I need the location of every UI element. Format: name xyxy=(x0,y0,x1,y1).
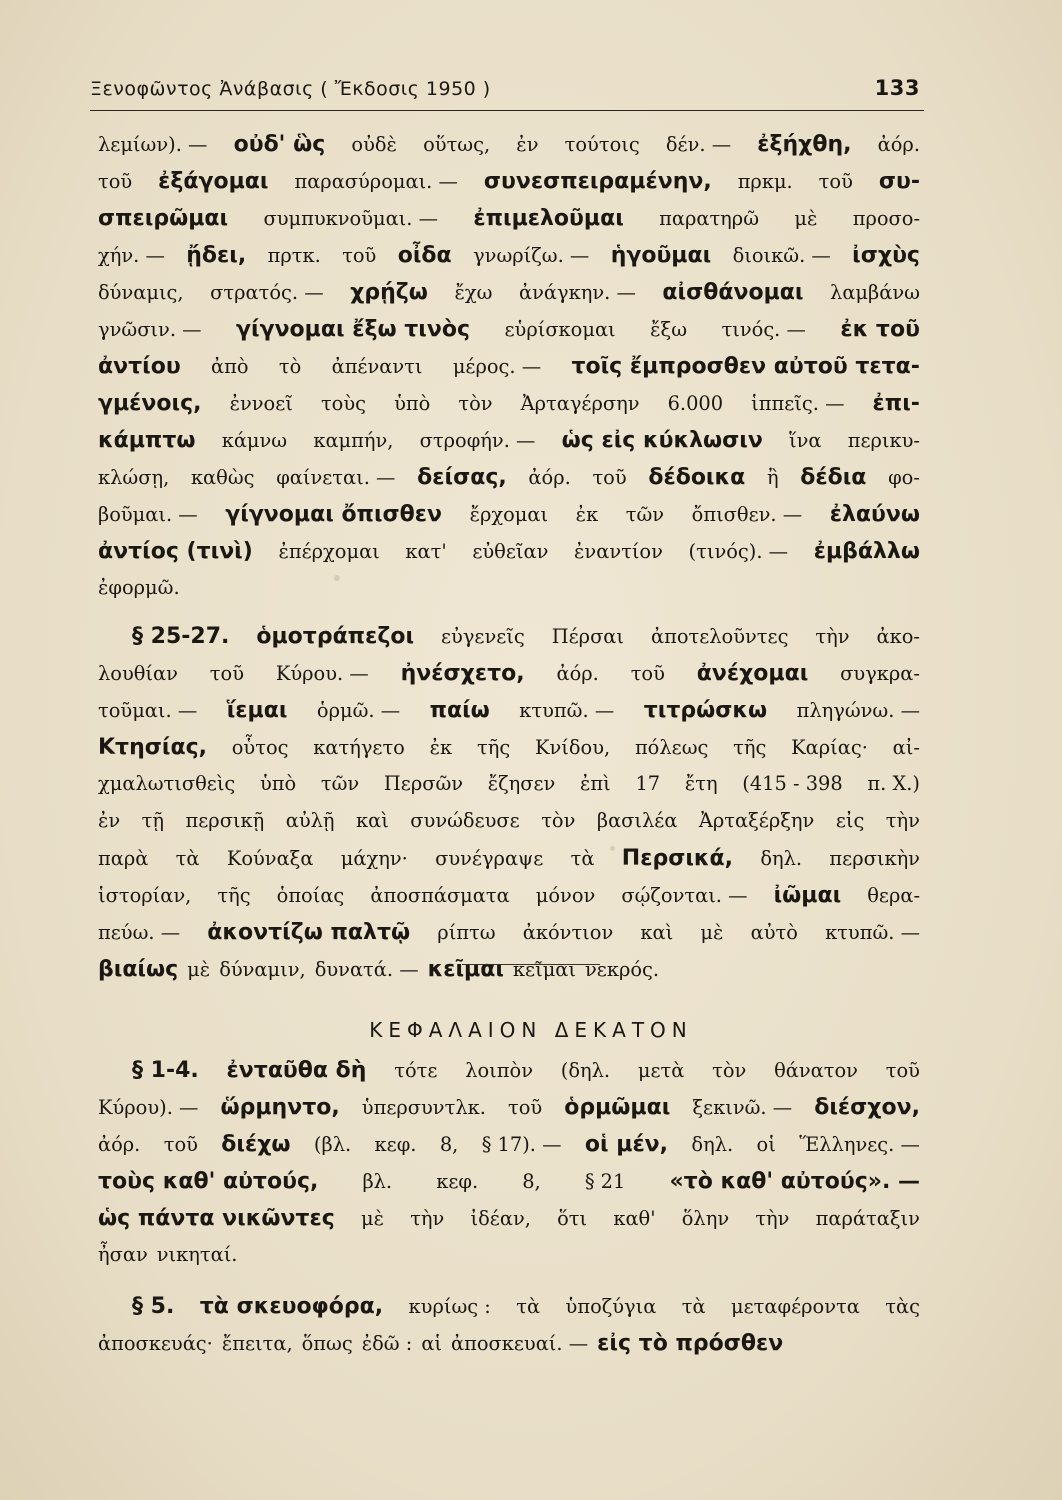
word: περσικῇ xyxy=(185,809,265,832)
word: τὰς xyxy=(885,1295,920,1318)
word: ἦσαν xyxy=(98,1243,148,1266)
word: καὶ xyxy=(356,809,389,832)
word: τῇ xyxy=(141,809,165,832)
word: παρατηρῶ xyxy=(659,207,760,230)
headword: ἐπι- xyxy=(872,391,920,416)
word: νικηταί. xyxy=(156,1243,238,1266)
word: ἰδέαν, xyxy=(470,1207,531,1230)
headword: ἵεμαι xyxy=(226,698,288,723)
word: συνέγραψε xyxy=(435,847,544,870)
word: ἀόρ. xyxy=(556,662,599,685)
word: ἐδῶ : xyxy=(361,1332,413,1355)
word: μὲ xyxy=(700,921,724,944)
text-line xyxy=(98,661,920,697)
text-line xyxy=(98,1294,920,1330)
word: τῶν xyxy=(625,503,665,526)
word: κατήγετο xyxy=(313,736,405,759)
word: ἐν xyxy=(98,809,121,832)
text-line xyxy=(98,1132,920,1168)
word: τὸν xyxy=(541,809,576,832)
headword: τιτρώσκω xyxy=(643,698,768,723)
word: τούτοις xyxy=(564,133,640,156)
word: οὕτως, xyxy=(423,133,491,156)
word: πρτκ. xyxy=(267,244,321,267)
word: κάμνω xyxy=(221,429,288,452)
word: καθ' xyxy=(613,1207,656,1230)
word: σῴζονται. — xyxy=(621,884,748,907)
word: τοῦ xyxy=(885,1059,920,1082)
word: εἰς xyxy=(835,809,865,832)
word: § 21 xyxy=(584,1170,626,1193)
word: τῆς xyxy=(217,884,251,907)
word: τὸν xyxy=(458,392,493,415)
word: ὄπισθεν. — xyxy=(691,503,803,526)
word: ἔτη xyxy=(684,772,718,795)
word: 17 xyxy=(635,772,661,795)
headword: § 25-27. xyxy=(132,624,230,649)
word: ὁποίας xyxy=(276,884,345,907)
word: τὰ xyxy=(175,847,200,870)
headword: τοὺς καθ' αὐτούς, xyxy=(98,1169,319,1194)
word: θερα- xyxy=(867,884,920,907)
text-line xyxy=(98,920,920,956)
word: ἢ xyxy=(766,466,779,489)
word: κεῖμαι xyxy=(512,958,576,981)
headword: «τὸ καθ' αὐτούς». — xyxy=(669,1169,920,1194)
word: Πέρσαι xyxy=(551,625,625,648)
word: κτυπῶ. — xyxy=(825,921,920,944)
word: δυνατά. — xyxy=(314,958,419,981)
word: διοικῶ. — xyxy=(732,244,831,267)
text-line xyxy=(98,465,920,501)
word: δέν. — xyxy=(665,133,732,156)
word: βοῦμαι. — xyxy=(98,503,198,526)
word: τῆς xyxy=(733,736,767,759)
headword: οἱ μέν, xyxy=(584,1132,669,1157)
word: ἵνα xyxy=(789,429,822,452)
text-line xyxy=(98,317,920,353)
word: 6.000 xyxy=(667,392,724,415)
word: ἀκο- xyxy=(876,625,920,648)
word: τοῦ xyxy=(592,466,627,489)
text-line xyxy=(98,1243,920,1279)
headword: τὰ σκευοφόρα, xyxy=(199,1294,384,1319)
word: (415 - 398 xyxy=(742,772,843,795)
text-line xyxy=(98,1095,920,1131)
word: τοῦ xyxy=(342,244,377,267)
word: στρατός. — xyxy=(210,281,324,304)
headword: ἠνέσχετο, xyxy=(400,661,525,686)
word: § 17). — xyxy=(481,1133,562,1156)
word: τὰ xyxy=(516,1295,541,1318)
word: ἔπειτα, xyxy=(221,1332,293,1355)
headword: ὁρμῶμαι xyxy=(564,1095,671,1120)
headword: ἀνέχομαι xyxy=(696,661,809,686)
word: περικυ- xyxy=(847,429,920,452)
word: μέρος. — xyxy=(452,355,542,378)
word: χμαλωτισθεὶς xyxy=(98,772,236,795)
word: ὅτι xyxy=(557,1207,588,1230)
word: Κύρου). — xyxy=(98,1096,199,1119)
text-line xyxy=(98,576,920,612)
word: στροφήν. — xyxy=(419,429,536,452)
word: κεφ. xyxy=(436,1170,479,1193)
word: ἀπὸ xyxy=(211,355,249,378)
word: φο- xyxy=(888,466,920,489)
headword: τοῖς ἔμπροσθεν αὐτοῦ τετα- xyxy=(571,354,920,379)
headword: ὥρμηντο, xyxy=(220,1095,340,1120)
text-line xyxy=(98,243,920,279)
text-line xyxy=(98,1206,920,1242)
word: ἔζησεν xyxy=(487,772,556,795)
headword: ὡς πάντα νικῶντες xyxy=(98,1206,335,1231)
word: ξεκινῶ. — xyxy=(692,1096,793,1119)
word: Κνίδου, xyxy=(534,736,611,759)
word: χήν. — xyxy=(98,244,165,267)
headword: § 5. xyxy=(132,1294,175,1319)
word: ἐναντίον xyxy=(574,540,663,563)
word: θάνατον xyxy=(774,1059,858,1082)
word: κυρίως : xyxy=(408,1295,491,1318)
headword: συ- xyxy=(878,169,920,194)
word: π. Χ.) xyxy=(867,772,920,795)
word: (τινός). — xyxy=(688,540,789,563)
section-divider xyxy=(462,964,600,965)
word: Ἕλληνες. — xyxy=(799,1133,920,1156)
word: ἀόρ. xyxy=(528,466,571,489)
word: νεκρός. xyxy=(585,958,660,981)
word: ἔχω xyxy=(454,281,493,304)
word: τοῦ xyxy=(163,1133,198,1156)
headword: συνεσπειραμένην, xyxy=(483,169,712,194)
word: αὐτὸ xyxy=(750,921,798,944)
word: τοῦ xyxy=(98,170,133,193)
word: λοιπὸν xyxy=(465,1059,533,1082)
word: καθὼς xyxy=(190,466,255,489)
word: δύναμιν, xyxy=(219,958,306,981)
text-line xyxy=(98,698,920,734)
word: λουθίαν xyxy=(98,662,178,685)
word: εὑρίσκομαι xyxy=(504,318,616,341)
word: ἀκόντιον xyxy=(522,921,614,944)
text-line xyxy=(98,169,920,205)
word: κτυπῶ. — xyxy=(519,699,615,722)
headword: ἡγοῦμαι xyxy=(610,243,712,268)
headword: ὁμοτράπεζοι xyxy=(256,624,415,649)
word: τοῦ xyxy=(630,662,665,685)
headword: ἀκοντίζω παλτῷ xyxy=(207,920,411,945)
word: τὰ xyxy=(681,1295,706,1318)
headword: ἰσχὺς xyxy=(852,243,920,268)
word: ὑπὸ xyxy=(394,392,431,415)
word: εὐθεῖαν xyxy=(472,540,549,563)
word: τοὺς xyxy=(320,392,366,415)
word: μεταφέροντα xyxy=(731,1295,860,1318)
paper-speck xyxy=(334,575,340,581)
headword: παίω xyxy=(429,698,490,723)
word: ὁρμῶ. — xyxy=(316,699,401,722)
word: ἐν xyxy=(516,133,539,156)
word: ἀποτελοῦντες xyxy=(650,625,789,648)
word: ὅλην xyxy=(681,1207,730,1230)
headword: ἐλαύνω xyxy=(829,502,920,527)
word: αὐλῇ xyxy=(285,809,335,832)
word: κλώσῃ, xyxy=(98,466,170,489)
header-title: Ξενοφῶντος Ἀνάβασις ( Ἔκδοσις 1950 ) xyxy=(90,78,491,100)
word: περσικὴν xyxy=(829,847,920,870)
headword: ἐμβάλλω xyxy=(813,539,920,564)
word: προσο- xyxy=(852,207,920,230)
word: μόνον xyxy=(535,884,596,907)
word: ἐπέρχομαι xyxy=(278,540,380,563)
word: αἰ- xyxy=(892,736,920,759)
text-line xyxy=(98,280,920,316)
page-number: 133 xyxy=(874,76,920,100)
word: ἔξω xyxy=(650,318,688,341)
headword: δέδοικα xyxy=(648,465,746,490)
word: τὴν xyxy=(815,625,850,648)
word: Ἀρταξέρξην xyxy=(698,809,815,832)
text-line xyxy=(98,846,920,882)
headword: γίγνομαι ὄπισθεν xyxy=(225,502,443,527)
headword: ᾔδει, xyxy=(186,243,247,268)
headword: § 1-4. xyxy=(132,1058,199,1083)
text-line xyxy=(98,1169,920,1205)
word: οὗτος xyxy=(231,736,289,759)
word: ὑπὸ xyxy=(259,772,297,795)
word: ἐφορμῶ. xyxy=(98,576,180,599)
headword: οὐδ' ὣς xyxy=(233,132,326,157)
word: μὲ xyxy=(360,1207,384,1230)
word: ἀόρ. xyxy=(98,1133,141,1156)
word: πληγώνω. — xyxy=(796,699,920,722)
headword: διέχω xyxy=(221,1132,291,1157)
word: δύναμις, xyxy=(98,281,184,304)
text-line xyxy=(98,354,920,390)
word: δηλ. xyxy=(691,1133,734,1156)
headword: ἀντίου xyxy=(98,354,181,379)
text-line xyxy=(98,883,920,919)
word: τοῦ xyxy=(507,1096,543,1119)
word: ἀποσκευάς· xyxy=(98,1332,213,1355)
word: ἀόρ. xyxy=(877,133,920,156)
chapter-heading: ΚΕΦΑΛΑΙΟΝ ΔΕΚΑΤΟΝ xyxy=(369,1018,693,1042)
word: Κύρου. — xyxy=(275,662,369,685)
word: τὰ xyxy=(570,847,595,870)
headword: ἐξάγομαι xyxy=(158,169,269,194)
headword: ἰῶμαι xyxy=(773,883,842,908)
word: τῶν xyxy=(320,772,360,795)
word: τὸ xyxy=(278,355,302,378)
word: τὴν xyxy=(885,809,920,832)
headword: αἰσθάνομαι xyxy=(662,280,804,305)
word: τῆς xyxy=(476,736,511,759)
text-line xyxy=(98,132,920,168)
word: ἔρχομαι xyxy=(469,503,549,526)
headword: ἐξήχθη, xyxy=(757,132,852,157)
word: συγκρα- xyxy=(840,662,920,685)
word: βασιλέα xyxy=(596,809,678,832)
word: συνώδευσε xyxy=(410,809,520,832)
word: παρασύρομαι. — xyxy=(294,170,458,193)
word: πρκμ. xyxy=(737,170,793,193)
word: παρὰ xyxy=(98,847,149,870)
text-line xyxy=(98,539,920,575)
word: ὅπως xyxy=(301,1332,353,1355)
word: ἀνάγκην. — xyxy=(519,281,636,304)
headword: διέσχον, xyxy=(814,1095,920,1120)
word: καὶ xyxy=(640,921,674,944)
headword: χρῄζω xyxy=(350,280,428,305)
word: ἀποσπάσματα xyxy=(370,884,510,907)
word: λαμβάνω xyxy=(830,281,920,304)
word: ἀποσκευαί. — xyxy=(451,1332,589,1355)
word: Καρίας· xyxy=(791,736,868,759)
running-header xyxy=(90,78,920,102)
text-line xyxy=(98,391,920,427)
word: ἀπέναντι xyxy=(331,355,423,378)
word: ὑπερσυντλκ. xyxy=(361,1096,486,1119)
word: οὐδὲ xyxy=(351,133,397,156)
headword: Κτησίας, xyxy=(98,735,207,760)
word: ἱστορίαν, xyxy=(98,884,192,907)
headword: οἶδα xyxy=(397,243,452,268)
headword: δείσας, xyxy=(417,465,507,490)
word: βλ. xyxy=(362,1170,393,1193)
word: τοῦ xyxy=(818,170,853,193)
word: κατ' xyxy=(405,540,447,563)
headword: σπειρῶμαι xyxy=(98,206,229,231)
text-line xyxy=(98,957,920,993)
word: τὴν xyxy=(410,1207,445,1230)
word: καμπήν, xyxy=(313,429,394,452)
text-line xyxy=(98,735,920,771)
text-line xyxy=(98,1331,920,1367)
word: ἐκ xyxy=(575,503,599,526)
word: ἱππεῖς. — xyxy=(751,392,845,415)
word: πεύω. — xyxy=(98,921,181,944)
text-line xyxy=(98,428,920,464)
headword: κάμπτω xyxy=(98,428,196,453)
word: τὴν xyxy=(755,1207,790,1230)
word: τὸν xyxy=(712,1059,747,1082)
headword: ὡς εἰς κύκλωσιν xyxy=(561,428,763,453)
text-line xyxy=(98,809,920,845)
word: παράταξιν xyxy=(815,1207,920,1230)
text-line xyxy=(98,624,920,660)
word: ἐπὶ xyxy=(580,772,611,795)
word: εὐγενεῖς xyxy=(440,625,525,648)
word: 8, xyxy=(439,1133,459,1156)
paper-speck xyxy=(610,846,615,851)
word: κεφ. xyxy=(374,1133,417,1156)
word: οἱ xyxy=(756,1133,776,1156)
headword: ἐνταῦθα δὴ xyxy=(226,1058,367,1083)
headword: εἰς τὸ πρόσθεν xyxy=(597,1331,784,1356)
headword: ἐκ τοῦ xyxy=(840,317,920,342)
word: συμπυκνοῦμαι. — xyxy=(263,207,438,230)
word: δηλ. xyxy=(760,847,803,870)
headword: ἐπιμελοῦμαι xyxy=(473,206,624,231)
word: τοῦ xyxy=(209,662,244,685)
word: (δηλ. xyxy=(560,1059,611,1082)
text-line xyxy=(98,772,920,808)
headword: βιαίως xyxy=(98,957,179,982)
word: τοῦμαι. — xyxy=(98,699,198,722)
word: λεμίων). — xyxy=(98,133,208,156)
word: πόλεως xyxy=(634,736,709,759)
word: μετὰ xyxy=(637,1059,685,1082)
word: τινός. — xyxy=(721,318,806,341)
word: ἐκ xyxy=(429,736,453,759)
word: Ἀρταγέρσην xyxy=(520,392,640,415)
word: φαίνεται. — xyxy=(276,466,396,489)
word: ρίπτω xyxy=(437,921,496,944)
word: (βλ. xyxy=(313,1133,352,1156)
headword: κεῖμαι xyxy=(427,957,504,982)
headword: γμένοις, xyxy=(98,391,202,416)
word: γνωρίζω. — xyxy=(473,244,590,267)
word: γνῶσιν. — xyxy=(98,318,202,341)
word: Περσῶν xyxy=(383,772,464,795)
text-line xyxy=(98,502,920,538)
headword: δέδια xyxy=(800,465,867,490)
headword: γίγνομαι ἔξω τινὸς xyxy=(236,317,470,342)
headword: ἀντίος (τινὶ) xyxy=(98,539,253,564)
word: μὲ xyxy=(794,207,818,230)
word: ἐννοεῖ xyxy=(229,392,293,415)
text-line xyxy=(98,206,920,242)
headword: Περσικά, xyxy=(621,846,734,871)
word: μὲ xyxy=(187,958,211,981)
header-rule xyxy=(90,110,924,111)
word: αἱ xyxy=(421,1332,443,1355)
text-line xyxy=(98,1058,920,1094)
word: 8, xyxy=(522,1170,541,1193)
word: Κούναξα xyxy=(226,847,314,870)
word: μάχην· xyxy=(340,847,408,870)
word: τότε xyxy=(394,1059,438,1082)
word: ὑποζύγια xyxy=(565,1295,657,1318)
